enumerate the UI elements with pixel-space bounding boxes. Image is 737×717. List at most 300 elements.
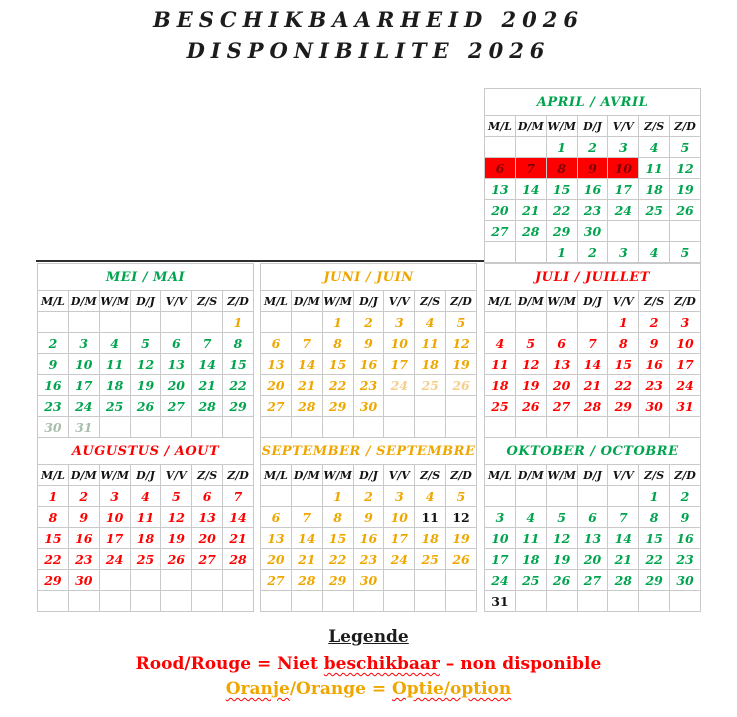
day-september-21: 21 [291,549,322,570]
day-augustus-10: 10 [99,507,130,528]
day-mei-28: 28 [192,396,223,417]
day-juni-7: 7 [291,333,322,354]
day-september-14: 14 [291,528,322,549]
day-juni-14: 14 [291,354,322,375]
day-oktober-31: 31 [485,591,516,612]
day-header-z-d: Z/D [670,465,701,486]
day-augustus-18: 18 [130,528,161,549]
day-april-2: 2 [577,242,608,263]
empty-cell [130,312,161,333]
day-mei-15: 15 [223,354,254,375]
empty-cell [384,591,415,612]
day-mei-18: 18 [99,375,130,396]
day-april-5: 5 [670,137,701,158]
day-september-18: 18 [415,528,446,549]
day-april-14: 14 [515,179,546,200]
empty-cell [446,417,477,438]
day-header-d-m: D/M [515,291,546,312]
empty-cell [161,570,192,591]
day-april-11: 11 [639,158,670,179]
day-oktober-7: 7 [608,507,639,528]
day-juni-18: 18 [415,354,446,375]
day-augustus-3: 3 [99,486,130,507]
day-september-29: 29 [322,570,353,591]
empty-cell [446,570,477,591]
day-augustus-21: 21 [223,528,254,549]
day-juni-11: 11 [415,333,446,354]
empty-cell [99,570,130,591]
day-augustus-9: 9 [68,507,99,528]
day-augustus-1: 1 [38,486,69,507]
day-augustus-8: 8 [38,507,69,528]
month-augustus [37,437,254,612]
day-juli-10: 10 [670,333,701,354]
month-title-juli: JULI / JUILLET [485,264,701,291]
day-header-v-v: V/V [384,291,415,312]
day-header-d-m: D/M [68,291,99,312]
day-april-30: 30 [577,221,608,242]
empty-cell [99,417,130,438]
month-title-april: APRIL / AVRIL [485,89,701,116]
day-oktober-18: 18 [515,549,546,570]
empty-cell [192,312,223,333]
day-mei-16: 16 [38,375,69,396]
day-oktober-10: 10 [485,528,516,549]
day-augustus-25: 25 [130,549,161,570]
day-juni-22: 22 [322,375,353,396]
day-september-19: 19 [446,528,477,549]
day-header-w-m: W/M [546,116,577,137]
day-oktober-30: 30 [670,570,701,591]
day-juli-5: 5 [515,333,546,354]
day-oktober-9: 9 [670,507,701,528]
day-juni-17: 17 [384,354,415,375]
day-juni-26: 26 [446,375,477,396]
day-september-6: 6 [261,507,292,528]
day-april-23: 23 [577,200,608,221]
day-juni-30: 30 [353,396,384,417]
day-augustus-29: 29 [38,570,69,591]
day-juni-21: 21 [291,375,322,396]
legend-lines [0,652,737,702]
empty-cell [223,591,254,612]
empty-cell [223,417,254,438]
day-oktober-12: 12 [546,528,577,549]
day-september-27: 27 [261,570,292,591]
month-april [484,88,701,263]
empty-cell [130,570,161,591]
day-header-z-s: Z/S [415,291,446,312]
day-oktober-29: 29 [639,570,670,591]
day-april-24: 24 [608,200,639,221]
day-oktober-24: 24 [485,570,516,591]
day-juli-26: 26 [515,396,546,417]
day-oktober-26: 26 [546,570,577,591]
day-mei-9: 9 [38,354,69,375]
day-september-16: 16 [353,528,384,549]
day-april-16: 16 [577,179,608,200]
day-juli-30: 30 [639,396,670,417]
day-header-d-m: D/M [515,465,546,486]
empty-cell [291,417,322,438]
empty-cell [99,312,130,333]
day-header-z-s: Z/S [639,291,670,312]
day-header-d-m: D/M [68,465,99,486]
day-header-v-v: V/V [608,116,639,137]
day-juli-15: 15 [608,354,639,375]
day-september-5: 5 [446,486,477,507]
day-april-5: 5 [670,242,701,263]
day-oktober-6: 6 [577,507,608,528]
empty-cell [546,312,577,333]
day-oktober-20: 20 [577,549,608,570]
legend-text: – non disponible [439,654,602,674]
day-mei-22: 22 [223,375,254,396]
empty-cell [639,417,670,438]
day-juni-4: 4 [415,312,446,333]
day-april-20: 20 [485,200,516,221]
empty-cell [161,312,192,333]
empty-cell [261,312,292,333]
day-juli-16: 16 [639,354,670,375]
empty-cell [670,591,701,612]
empty-cell [608,221,639,242]
day-september-2: 2 [353,486,384,507]
day-september-28: 28 [291,570,322,591]
day-mei-5: 5 [130,333,161,354]
day-juni-15: 15 [322,354,353,375]
day-september-25: 25 [415,549,446,570]
empty-cell [608,486,639,507]
day-april-19: 19 [670,179,701,200]
day-september-30: 30 [353,570,384,591]
day-augustus-5: 5 [161,486,192,507]
day-juli-28: 28 [577,396,608,417]
day-juli-2: 2 [639,312,670,333]
day-header-m-l: M/L [485,291,516,312]
day-juli-6: 6 [546,333,577,354]
day-mei-17: 17 [68,375,99,396]
day-augustus-22: 22 [38,549,69,570]
day-juni-23: 23 [353,375,384,396]
day-september-24: 24 [384,549,415,570]
day-april-17: 17 [608,179,639,200]
day-september-12: 12 [446,507,477,528]
day-mei-31: 31 [68,417,99,438]
empty-cell [38,591,69,612]
day-header-z-s: Z/S [639,116,670,137]
empty-cell [99,591,130,612]
day-april-10: 10 [608,158,639,179]
empty-cell [192,591,223,612]
empty-cell [415,591,446,612]
day-september-1: 1 [322,486,353,507]
day-juni-29: 29 [322,396,353,417]
legend [0,627,737,702]
day-mei-20: 20 [161,375,192,396]
empty-cell [670,221,701,242]
empty-cell [38,312,69,333]
day-oktober-25: 25 [515,570,546,591]
day-header-w-m: W/M [99,291,130,312]
day-juli-7: 7 [577,333,608,354]
day-juni-24: 24 [384,375,415,396]
day-header-d-m: D/M [515,116,546,137]
day-mei-24: 24 [68,396,99,417]
day-augustus-15: 15 [38,528,69,549]
day-header-w-m: W/M [546,291,577,312]
day-oktober-21: 21 [608,549,639,570]
empty-cell [415,417,446,438]
day-oktober-28: 28 [608,570,639,591]
day-september-3: 3 [384,486,415,507]
day-header-z-d: Z/D [670,291,701,312]
day-april-4: 4 [639,137,670,158]
day-juni-13: 13 [261,354,292,375]
day-header-z-s: Z/S [415,465,446,486]
empty-cell [577,417,608,438]
empty-cell [261,417,292,438]
day-mei-26: 26 [130,396,161,417]
day-header-v-v: V/V [384,465,415,486]
day-juni-12: 12 [446,333,477,354]
day-mei-10: 10 [68,354,99,375]
month-title-augustus: AUGUSTUS / AOUT [38,438,254,465]
day-juli-14: 14 [577,354,608,375]
day-juli-23: 23 [639,375,670,396]
page-title-line-1: BESCHIKBAARHEID 2026 [153,7,584,32]
empty-cell [353,591,384,612]
day-juli-13: 13 [546,354,577,375]
day-oktober-5: 5 [546,507,577,528]
month-mei [37,263,254,438]
day-header-d-j: D/J [577,291,608,312]
day-april-6: 6 [485,158,516,179]
day-juni-19: 19 [446,354,477,375]
day-april-3: 3 [608,242,639,263]
day-april-8: 8 [546,158,577,179]
day-oktober-27: 27 [577,570,608,591]
day-augustus-16: 16 [68,528,99,549]
month-juni [260,263,477,438]
month-juli [484,263,701,438]
day-april-29: 29 [546,221,577,242]
day-oktober-19: 19 [546,549,577,570]
day-header-m-l: M/L [38,291,69,312]
legend-line-red [0,652,737,677]
empty-cell [485,137,516,158]
empty-cell [639,591,670,612]
day-mei-8: 8 [223,333,254,354]
day-april-18: 18 [639,179,670,200]
empty-cell [223,570,254,591]
empty-cell [130,417,161,438]
empty-cell [485,486,516,507]
day-juli-31: 31 [670,396,701,417]
day-september-9: 9 [353,507,384,528]
day-header-w-m: W/M [322,291,353,312]
page-title [0,4,737,66]
empty-cell [485,242,516,263]
empty-cell [322,591,353,612]
day-oktober-1: 1 [639,486,670,507]
day-april-7: 7 [515,158,546,179]
legend-heading: Legende [328,627,409,647]
day-oktober-3: 3 [485,507,516,528]
empty-cell [485,312,516,333]
day-september-20: 20 [261,549,292,570]
day-mei-13: 13 [161,354,192,375]
day-header-v-v: V/V [608,465,639,486]
day-header-z-d: Z/D [223,291,254,312]
day-oktober-23: 23 [670,549,701,570]
day-augustus-23: 23 [68,549,99,570]
day-juli-18: 18 [485,375,516,396]
day-header-m-l: M/L [261,465,292,486]
day-april-27: 27 [485,221,516,242]
day-augustus-20: 20 [192,528,223,549]
empty-cell [515,242,546,263]
empty-cell [577,312,608,333]
empty-cell [415,570,446,591]
empty-cell [384,396,415,417]
day-september-23: 23 [353,549,384,570]
day-september-4: 4 [415,486,446,507]
day-juni-1: 1 [322,312,353,333]
day-oktober-15: 15 [639,528,670,549]
empty-cell [546,417,577,438]
empty-cell [68,591,99,612]
day-oktober-16: 16 [670,528,701,549]
day-juni-9: 9 [353,333,384,354]
page-title-line-2: DISPONIBILITE 2026 [186,38,551,63]
day-header-m-l: M/L [261,291,292,312]
day-mei-6: 6 [161,333,192,354]
legend-text-wavy: Oranje [225,679,290,699]
empty-cell [161,591,192,612]
day-header-d-m: D/M [291,465,322,486]
day-juli-19: 19 [515,375,546,396]
day-april-1: 1 [546,137,577,158]
day-mei-12: 12 [130,354,161,375]
day-header-z-d: Z/D [223,465,254,486]
legend-text: Rood/Rouge = Niet [135,654,324,674]
day-juli-17: 17 [670,354,701,375]
month-title-oktober: OKTOBER / OCTOBRE [485,438,701,465]
empty-cell [446,396,477,417]
day-augustus-14: 14 [223,507,254,528]
day-header-v-v: V/V [161,291,192,312]
legend-line-orange [0,677,737,702]
day-oktober-22: 22 [639,549,670,570]
day-juni-6: 6 [261,333,292,354]
day-header-w-m: W/M [322,465,353,486]
day-augustus-6: 6 [192,486,223,507]
day-juli-29: 29 [608,396,639,417]
day-header-v-v: V/V [161,465,192,486]
day-mei-25: 25 [99,396,130,417]
day-mei-29: 29 [223,396,254,417]
legend-text-wavy: Optie/option [391,679,512,699]
empty-cell [68,312,99,333]
day-augustus-26: 26 [161,549,192,570]
day-juni-5: 5 [446,312,477,333]
day-header-d-j: D/J [577,465,608,486]
day-juli-21: 21 [577,375,608,396]
day-mei-19: 19 [130,375,161,396]
day-header-m-l: M/L [485,465,516,486]
day-header-d-j: D/J [353,291,384,312]
day-mei-2: 2 [38,333,69,354]
day-header-d-j: D/J [130,465,161,486]
day-juli-22: 22 [608,375,639,396]
day-april-21: 21 [515,200,546,221]
day-mei-4: 4 [99,333,130,354]
day-augustus-4: 4 [130,486,161,507]
day-augustus-24: 24 [99,549,130,570]
legend-text-wavy: beschikbaar [323,654,440,674]
day-september-11: 11 [415,507,446,528]
day-mei-11: 11 [99,354,130,375]
day-header-d-j: D/J [353,465,384,486]
divider-line [36,260,484,262]
day-juni-8: 8 [322,333,353,354]
day-juli-20: 20 [546,375,577,396]
month-title-mei: MEI / MAI [38,264,254,291]
day-augustus-13: 13 [192,507,223,528]
day-juni-27: 27 [261,396,292,417]
empty-cell [577,591,608,612]
empty-cell [192,417,223,438]
day-april-25: 25 [639,200,670,221]
day-april-3: 3 [608,137,639,158]
day-mei-14: 14 [192,354,223,375]
day-mei-21: 21 [192,375,223,396]
day-juli-3: 3 [670,312,701,333]
empty-cell [161,417,192,438]
day-oktober-11: 11 [515,528,546,549]
day-augustus-12: 12 [161,507,192,528]
day-header-z-d: Z/D [670,116,701,137]
empty-cell [353,417,384,438]
empty-cell [261,591,292,612]
day-header-v-v: V/V [608,291,639,312]
day-juli-1: 1 [608,312,639,333]
day-april-26: 26 [670,200,701,221]
day-juli-4: 4 [485,333,516,354]
day-header-w-m: W/M [546,465,577,486]
empty-cell [322,417,353,438]
day-header-z-d: Z/D [446,465,477,486]
empty-cell [515,417,546,438]
empty-cell [415,396,446,417]
day-september-17: 17 [384,528,415,549]
day-juli-27: 27 [546,396,577,417]
day-april-12: 12 [670,158,701,179]
month-title-september: SEPTEMBER / SEPTEMBRE [261,438,477,465]
day-april-1: 1 [546,242,577,263]
day-augustus-11: 11 [130,507,161,528]
empty-cell [485,417,516,438]
empty-cell [291,486,322,507]
empty-cell [130,591,161,612]
day-september-8: 8 [322,507,353,528]
day-april-2: 2 [577,137,608,158]
day-juli-11: 11 [485,354,516,375]
day-april-28: 28 [515,221,546,242]
day-augustus-27: 27 [192,549,223,570]
day-augustus-28: 28 [223,549,254,570]
